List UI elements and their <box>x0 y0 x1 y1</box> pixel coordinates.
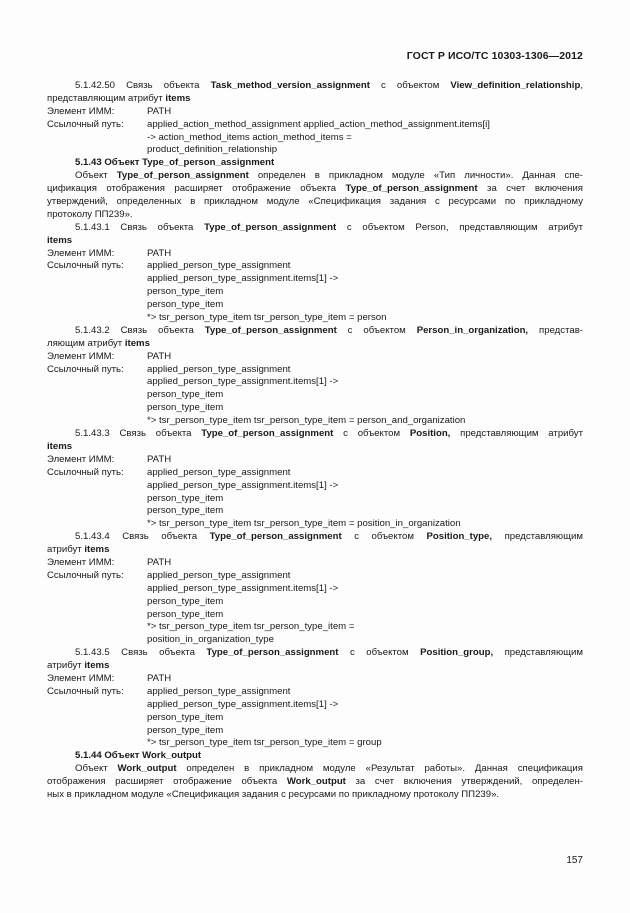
reference-path-row <box>47 467 583 480</box>
text-line <box>47 338 583 351</box>
reference-path-value: applied_person_type_assignment <box>147 260 291 272</box>
standard-header: ГОСТ Р ИСО/ТС 10303-1306—2012 <box>406 50 583 62</box>
bold-term: 5.1.44 Объект Work_output <box>75 750 202 762</box>
reference-path-row <box>47 119 583 132</box>
imm-element-row <box>47 248 583 261</box>
bold-term: Work_output <box>117 763 177 775</box>
text-run: , <box>580 80 583 91</box>
text-run: определен в прикладном модуле «Результат работы». Данная спецификация <box>176 763 583 775</box>
reference-path-value: applied_person_type_assignment <box>147 466 291 478</box>
reference-path-value: *> tsr_person_type_item tsr_person_type_item = group <box>147 737 382 749</box>
reference-path-value: applied_person_type_assignment <box>147 363 291 375</box>
text-line <box>47 531 583 544</box>
text-run: представляющим <box>493 647 583 659</box>
text-run: с объектом <box>333 428 410 440</box>
bold-term: 5.1.43 Объект Type_of_person_assignment <box>75 157 275 169</box>
reference-path-value: person_type_item <box>147 608 224 620</box>
reference-path-value: *> tsr_person_type_item tsr_person_type_item = position_in_organization <box>147 518 461 530</box>
imm-element-label: Элемент ИММ: <box>47 556 115 568</box>
reference-path-label: Ссылочный путь: <box>47 118 124 130</box>
reference-path-value: applied_person_type_assignment.items[1] -> <box>147 479 339 491</box>
bold-term: Position, <box>409 428 451 440</box>
text-line <box>47 750 583 763</box>
reference-path-value: applied_person_type_assignment <box>147 569 291 581</box>
bold-term: Type_of_person_assignment <box>345 183 478 195</box>
text-run: атрибут <box>47 660 85 672</box>
reference-path-value: applied_action_method_assignment applied_action_method_assignment.items[i] <box>147 118 490 130</box>
bold-term: Person_in_organization, <box>416 324 529 336</box>
bold-term: Type_of_person_assignment <box>206 647 339 659</box>
bold-term: Type_of_person_assignment <box>209 531 342 543</box>
bold-term: Position_group, <box>420 647 494 659</box>
reference-path-value: *> tsr_person_type_item tsr_person_type_item = person <box>147 312 387 324</box>
bold-term: items <box>165 92 191 104</box>
imm-element-label: Элемент ИММ: <box>47 350 115 362</box>
reference-path-row <box>47 570 583 583</box>
text-line <box>47 647 583 660</box>
clause-5-1-43-1 <box>47 222 583 325</box>
bold-term: Position_type, <box>426 531 493 543</box>
text-run: 5.1.43.4 Связь объекта <box>75 531 210 543</box>
text-line <box>47 789 583 802</box>
reference-path-value: product_definition_relationship <box>147 144 278 156</box>
bold-term: Type_of_person_assignment <box>116 170 249 182</box>
clause-5-1-43 <box>47 157 583 221</box>
text-line <box>47 196 583 209</box>
imm-element-value: PATH <box>147 453 172 465</box>
text-line <box>47 235 583 248</box>
imm-element-label: Элемент ИММ: <box>47 247 115 259</box>
bold-term: View_definition_relationship <box>450 80 581 91</box>
text-run: представляющим <box>492 531 583 543</box>
reference-path-value: person_type_item <box>147 402 224 414</box>
text-run: с объектом <box>341 531 427 543</box>
reference-path-label: Ссылочный путь: <box>47 260 124 272</box>
text-line <box>47 544 583 557</box>
reference-path-value: *> tsr_person_type_item tsr_person_type_item = person_and_organization <box>147 415 466 427</box>
imm-element-row <box>47 106 583 119</box>
text-run: отображения расширяет отображение объекта <box>47 776 287 788</box>
text-run: 5.1.43.5 Связь объекта <box>75 647 207 659</box>
bold-term: items <box>84 660 110 672</box>
text-line <box>47 170 583 183</box>
bold-term: items <box>124 337 150 349</box>
reference-path-row <box>47 364 583 377</box>
imm-element-row <box>47 454 583 467</box>
text-run: с объектом <box>336 324 417 336</box>
imm-element-value: PATH <box>147 672 172 684</box>
document-body <box>47 80 583 802</box>
text-line <box>47 183 583 196</box>
reference-path-value: applied_person_type_assignment.items[1] -> <box>147 698 339 710</box>
bold-term: items <box>47 234 73 246</box>
text-run: цификация отображения расширяет отображение объекта <box>47 183 346 195</box>
clause-5-1-44 <box>47 750 583 802</box>
text-line <box>47 157 583 170</box>
bold-term: items <box>47 440 73 452</box>
reference-path-value: person_type_item <box>147 505 224 517</box>
bold-term: Type_of_person_assignment <box>204 324 337 336</box>
reference-path-label: Ссылочный путь: <box>47 363 124 375</box>
imm-element-value: PATH <box>147 247 172 259</box>
text-run: представляющим атрибут <box>47 92 166 104</box>
text-line <box>47 80 583 93</box>
text-run: протоколу ПП239». <box>47 208 133 220</box>
reference-path-row <box>47 260 583 273</box>
reference-path-value: person_type_item <box>147 724 224 736</box>
text-run: 5.1.43.1 Связь объекта <box>75 221 205 233</box>
clause-5-1-43-3 <box>47 428 583 531</box>
text-line <box>47 776 583 789</box>
text-run: ных в прикладном модуле «Спецификация задания с ресурсами по прикладному протоколу ПП239». <box>47 788 500 800</box>
text-run: 5.1.43.2 Связь объекта <box>75 324 205 336</box>
text-run: представ- <box>528 324 583 336</box>
text-line <box>47 428 583 441</box>
text-line <box>47 441 583 454</box>
reference-path-value: -> action_method_items action_method_items = <box>147 131 352 143</box>
reference-path-value: person_type_item <box>147 492 224 504</box>
reference-path-value: *> tsr_person_type_item tsr_person_type_item = <box>147 621 355 633</box>
reference-path-value: applied_person_type_assignment.items[1] -> <box>147 582 339 594</box>
text-run: Объект <box>75 170 117 182</box>
text-run: атрибут <box>47 544 85 556</box>
reference-path-label: Ссылочный путь: <box>47 569 124 581</box>
reference-path-value: applied_person_type_assignment.items[1] -> <box>147 376 339 388</box>
imm-element-row <box>47 557 583 570</box>
clause-5-1-43-2 <box>47 325 583 428</box>
imm-element-label: Элемент ИММ: <box>47 453 115 465</box>
text-run: с объектом <box>369 80 451 91</box>
text-run: с объектом Person, представляющим атрибут <box>336 221 583 233</box>
bold-term: Task_method_version_assignment <box>210 80 370 91</box>
text-run: за счет включения <box>477 183 584 195</box>
reference-path-value: person_type_item <box>147 595 224 607</box>
reference-path-label: Ссылочный путь: <box>47 466 124 478</box>
imm-element-label: Элемент ИММ: <box>47 672 115 684</box>
reference-path-value: applied_person_type_assignment <box>147 685 291 697</box>
page-number: 157 <box>566 855 583 866</box>
reference-path-label: Ссылочный путь: <box>47 685 124 697</box>
text-run: Объект <box>75 763 118 775</box>
imm-element-row <box>47 673 583 686</box>
bold-term: Type_of_person_assignment <box>201 428 334 440</box>
text-run: 5.1.43.3 Связь объекта <box>75 428 202 440</box>
bold-term: Work_output <box>286 776 346 788</box>
text-line <box>47 209 583 222</box>
text-run: утверждений, определенных в прикладном модуле «Спецификация задания с ресурсами по прикладному <box>47 196 583 208</box>
reference-path-row <box>47 686 583 699</box>
imm-element-value: PATH <box>147 350 172 362</box>
reference-path-value: applied_person_type_assignment.items[1] -> <box>147 273 339 285</box>
text-run: представляющим атрибут <box>450 428 583 440</box>
reference-path-value: person_type_item <box>147 389 224 401</box>
reference-path-value: position_in_organization_type <box>147 634 274 646</box>
clause-5-1-43-4 <box>47 531 583 647</box>
text-run: с объектом <box>338 647 421 659</box>
clause-5-1-43-5 <box>47 647 583 750</box>
imm-element-value: PATH <box>147 105 172 117</box>
bold-term: items <box>84 544 110 556</box>
text-run: за счет включения утверждений, определен- <box>345 776 584 788</box>
imm-element-label: Элемент ИММ: <box>47 105 115 117</box>
reference-path-value: person_type_item <box>147 711 224 723</box>
text-line <box>47 763 583 776</box>
imm-element-value: PATH <box>147 556 172 568</box>
text-run: ляющим атрибут <box>47 337 125 349</box>
text-run: определен в прикладном модуле «Тип личности». Данная спе- <box>248 170 583 182</box>
text-line <box>47 222 583 235</box>
text-line <box>47 660 583 673</box>
text-line <box>47 325 583 338</box>
reference-path-value: person_type_item <box>147 299 224 311</box>
text-line <box>47 93 583 106</box>
text-run: 5.1.42.50 Связь объекта <box>75 80 211 91</box>
clause-5-1-42-50 <box>47 80 583 157</box>
bold-term: Type_of_person_assignment <box>204 221 337 233</box>
reference-path-value: person_type_item <box>147 286 224 298</box>
imm-element-row <box>47 351 583 364</box>
